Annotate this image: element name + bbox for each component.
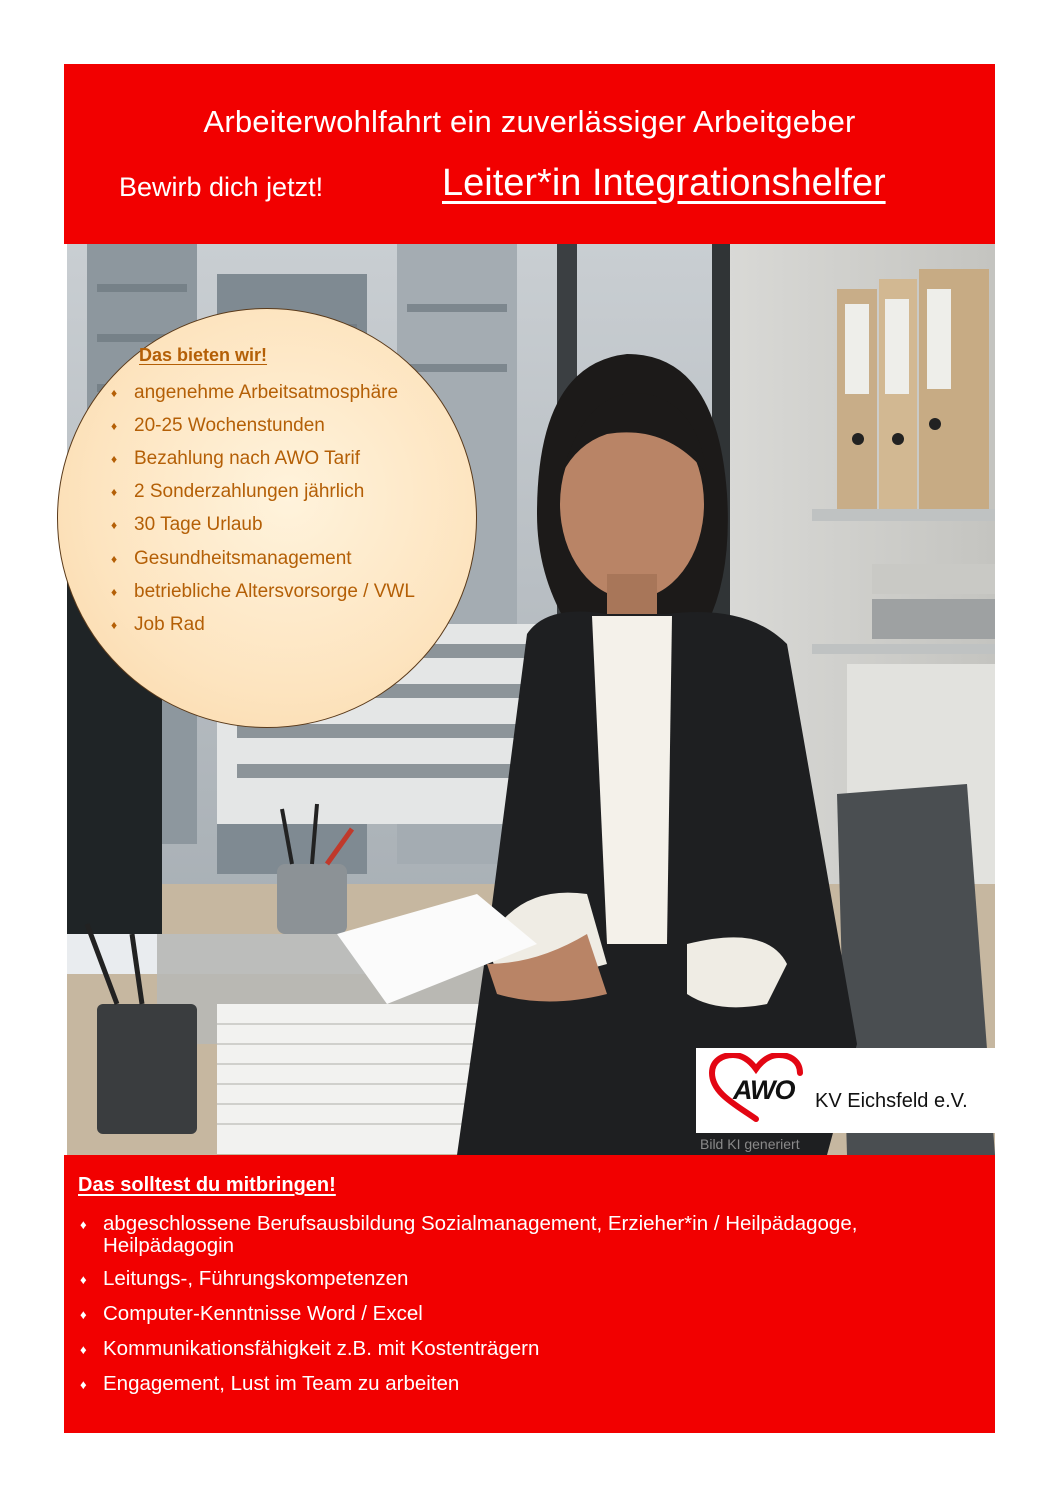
diamond-bullet-icon: ♦ <box>80 1272 87 1287</box>
list-item <box>111 376 415 409</box>
top-banner <box>64 64 995 244</box>
requirement-text: Kommunikationsfähigkeit z.B. mit Kostenträgern <box>103 1337 540 1360</box>
list-item <box>111 409 415 442</box>
requirement-text: abgeschlossene Berufsausbildung Sozialmanagement, Erzieher*in / Heilpädagoge, Heilpädagogin <box>103 1212 858 1257</box>
benefits-list <box>111 376 415 642</box>
requirement-text: Engagement, Lust im Team zu arbeiten <box>103 1372 460 1395</box>
benefit-text: 2 Sonderzahlungen jährlich <box>134 481 365 503</box>
headline: Arbeiterwohlfahrt ein zuverlässiger Arbeitgeber <box>203 104 856 139</box>
benefit-text: Bezahlung nach AWO Tarif <box>134 447 361 469</box>
benefit-text: 20-25 Wochenstunden <box>134 414 325 436</box>
diamond-bullet-icon: ♦ <box>111 418 118 433</box>
diamond-bullet-icon: ♦ <box>111 551 118 566</box>
list-item <box>111 442 415 475</box>
job-title: Leiter*in Integrationshelfer <box>442 162 886 204</box>
benefits-title: Das bieten wir! <box>139 345 268 365</box>
list-item <box>111 608 415 641</box>
requirements-list <box>80 1213 970 1408</box>
diamond-bullet-icon: ♦ <box>80 1217 87 1232</box>
diamond-bullet-icon: ♦ <box>111 617 118 632</box>
diamond-bullet-icon: ♦ <box>111 518 118 533</box>
benefit-text: betriebliche Altersvorsorge / VWL <box>134 580 415 602</box>
ai-generated-note: Bild KI generiert <box>700 1136 800 1152</box>
list-item <box>111 575 415 608</box>
awo-logo-text: AWO <box>733 1075 795 1105</box>
list-item <box>111 476 415 509</box>
diamond-bullet-icon: ♦ <box>111 485 118 500</box>
benefit-text: Job Rad <box>134 613 205 635</box>
list-item <box>80 1268 970 1292</box>
requirement-text: Leitungs-, Führungskompetenzen <box>103 1267 409 1290</box>
diamond-bullet-icon: ♦ <box>111 584 118 599</box>
benefit-text: Gesundheitsmanagement <box>134 547 352 569</box>
list-item <box>80 1303 970 1327</box>
diamond-bullet-icon: ♦ <box>80 1307 87 1322</box>
list-item <box>80 1338 970 1362</box>
apply-now-text: Bewirb dich jetzt! <box>119 172 324 202</box>
awo-logo-box <box>696 1048 995 1133</box>
organization-name: KV Eichsfeld e.V. <box>815 1090 968 1112</box>
list-item <box>111 509 415 542</box>
requirement-text: Computer-Kenntnisse Word / Excel <box>103 1302 423 1325</box>
diamond-bullet-icon: ♦ <box>111 451 118 466</box>
list-item <box>80 1373 970 1397</box>
list-item <box>111 542 415 575</box>
diamond-bullet-icon: ♦ <box>80 1342 87 1357</box>
list-item <box>80 1213 970 1257</box>
diamond-bullet-icon: ♦ <box>80 1377 87 1392</box>
benefit-text: 30 Tage Urlaub <box>134 514 263 536</box>
diamond-bullet-icon: ♦ <box>111 385 118 400</box>
requirements-panel <box>64 1155 995 1433</box>
benefit-text: angenehme Arbeitsatmosphäre <box>134 381 399 403</box>
requirements-title: Das solltest du mitbringen! <box>78 1174 336 1196</box>
